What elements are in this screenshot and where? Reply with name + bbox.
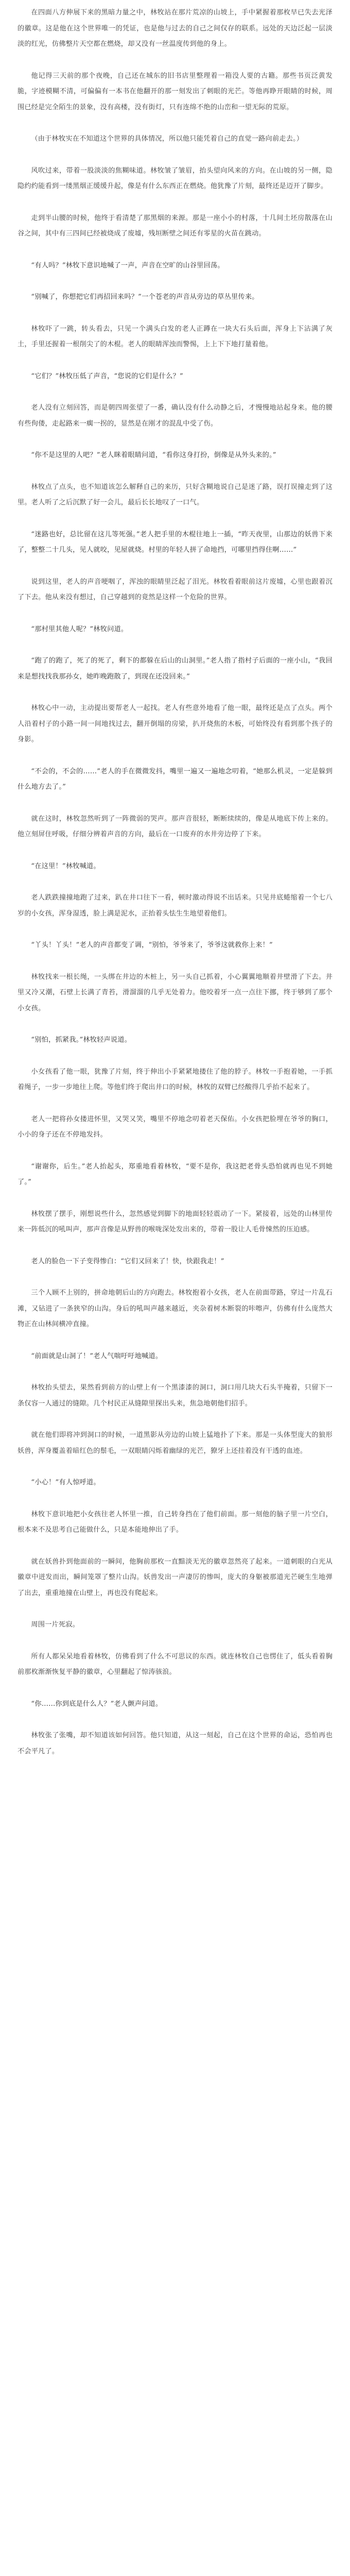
paragraph: “那村里其他人呢？”林牧问道。 (31, 625, 128, 633)
paragraph: 三个人顾不上别的，拼命地朝后山的方向跑去。林牧抱着小女孩，老人在前面带路，穿过一片乱石滩，又钻进了一条狭窄的山沟。身后的吼叫声越来越近，夹杂着树木断裂的咔嚓声，仿佛有什么庞然大物正在山林间横冲直撞。 (18, 1289, 332, 1328)
paragraph: “你不是这里的人吧？”老人眯着眼睛问道，“看你这身打扮，倒像是从外头来的。” (31, 451, 276, 459)
paragraph: 小女孩看了他一眼，犹豫了片刻，终于伸出小手紧紧地搂住了他的脖子。林牧一手抱着她，一手抓着绳子，一步一步地往上爬。等他们终于爬出井口的时候，林牧的双臂已经酸得几乎抬不起来了。 (18, 1067, 332, 1091)
paragraph: 林牧吓了一跳，转头看去，只见一个满头白发的老人正蹲在一块大石头后面，浑身上下沾满了灰土，手里还握着一根削尖了的木棍。老人的眼睛浑浊而警惕，上上下下地打量着他。 (18, 325, 332, 348)
paragraph: 就在这时，林牧忽然听到了一阵微弱的哭声。那声音很轻，断断续续的，像是从地底下传上来的。他立刻屏住呼吸，仔细分辨着声音的方向，最后在一口废弃的水井旁边停了下来。 (18, 815, 332, 838)
paragraph: 老人没有立刻回答，而是朝四周张望了一番，确认没有什么动静之后，才慢慢地站起身来。他的腰有些佝偻，走起路来一瘸一拐的，显然是在刚才的混乱中受了伤。 (18, 404, 332, 428)
paragraph: “你……你到底是什么人？”老人颤声问道。 (31, 1700, 163, 1708)
paragraph: 林牧摆了摆手，刚想说些什么，忽然感觉到脚下的地面轻轻震动了一下。紧接着，远处的山林里传来一阵低沉的吼叫声，那声音像是从野兽的喉咙深处发出来的，带着一股让人毛骨悚然的压迫感。 (18, 1210, 332, 1233)
paragraph: 林牧抬头望去，果然看到前方的山壁上有一个黑漆漆的洞口，洞口用几块大石头半掩着，只留下一条仅容一人通过的缝隙。几个村民正从缝隙里探出头来，焦急地朝他们招手。 (18, 1384, 332, 1408)
paragraph: 他记得三天前的那个夜晚，自己还在城东的旧书店里整理着一箱没人要的古籍。那些书页泛黄发脆，字迹模糊不清，可偏偏有一本书在他翻开的那一刻发出了刺眼的光芒。等他再睁开眼睛的时候，周围已经是完全陌生的景象，没有高楼，没有街灯，只有连绵不绝的山峦和一望无际的荒原。 (18, 72, 332, 111)
paragraph: 在四面八方伸展下来的黑暗力量之中，林牧站在那片荒凉的山坡上，手中紧握着那枚早已失去光泽的徽章。这是他在这个世界唯一的凭证，也是他与过去的自己之间仅存的联系。远处的天边泛起一层淡淡的红光，仿佛整片天空都在燃烧，却又没有一丝温度传到他的身上。 (18, 9, 332, 48)
paragraph: 林牧心中一动，主动提出要帮老人一起找。老人有些意外地看了他一眼，最终还是点了点头。两个人沿着村子的小路一间一间地找过去，翻开倒塌的房梁，扒开烧焦的木板，可始终没有看到那个孩子的身影。 (18, 704, 332, 743)
paragraph: “在这里！”林牧喊道。 (31, 862, 100, 870)
paragraph: 林牧找来一根长绳，一头绑在井边的木桩上，另一头自己抓着，小心翼翼地顺着井壁滑了下去。井里又冷又潮，石壁上长满了青苔，滑溜溜的几乎无处着力。他咬着牙一点一点往下挪，终于够到了那个小女孩。 (18, 973, 332, 1012)
paragraph: “别喊了，你想把它们再招回来吗？”一个苍老的声音从旁边的草丛里传来。 (31, 293, 259, 301)
paragraph: “别怕，抓紧我。”林牧轻声说道。 (31, 1036, 132, 1044)
paragraph: 风吹过来，带着一股淡淡的焦糊味道。林牧皱了皱眉，抬头望向风来的方向。在山坡的另一侧，隐隐约约能看到一缕黑烟正缓缓升起，像是有什么东西正在燃烧。他犹豫了片刻，最终还是迈开了脚步。 (18, 166, 332, 190)
paragraph: “不会的，不会的……”老人的手在微微发抖，嘴里一遍又一遍地念叨着，“她那么机灵，一定是躲到什么地方去了。” (18, 767, 332, 791)
paragraph: 老人一把将孙女搂进怀里，又哭又笑，嘴里不停地念叨着老天保佑。小女孩把脸埋在爷爷的胸口，小小的身子还在不停地发抖。 (18, 1115, 332, 1139)
paragraph: 林牧张了张嘴，却不知道该如何回答。他只知道，从这一刻起，自己在这个世界的命运，恐怕再也不会平凡了。 (18, 1732, 332, 1755)
paragraph: 老人的脸色一下子变得惨白：“它们又回来了！快，快跟我走！” (31, 1257, 224, 1265)
paragraph: “迷路也好，总比留在这儿等死强。”老人把手里的木棍往地上一插，“昨天夜里，山那边的妖兽下来了，整整二十几头，见人就咬，见屋就烧。村里的年轻人拼了命地挡，可哪里挡得住啊……” (18, 530, 332, 554)
paragraph: 走到半山腰的时候，他终于看清楚了那黑烟的来源。那是一座小小的村落，十几间土坯房散落在山谷之间，其中有三四间已经被烧成了废墟，残垣断壁之间还有零星的火苗在跳动。 (18, 214, 332, 238)
paragraph: “它们？”林牧压低了声音，“您说的它们是什么？” (31, 372, 183, 380)
paragraph: 林牧下意识地把小女孩往老人怀里一推，自己转身挡在了他们前面。那一刻他的脑子里一片空白，根本来不及思考自己能做什么，只是本能地伸出了手。 (18, 1510, 332, 1534)
paragraph: 说到这里，老人的声音哽咽了，浑浊的眼睛里泛起了泪光。林牧看着眼前这片废墟，心里也跟着沉了下去。他从来没有想过，自己穿越到的竟然是这样一个危险的世界。 (18, 578, 332, 601)
paragraph: “谢谢你，后生。”老人抬起头，郑重地看着林牧，“要不是你，我这把老骨头恐怕就再也见不到她了。” (18, 1162, 332, 1186)
paragraph: “前面就是山洞了！”老人气喘吁吁地喊道。 (31, 1352, 163, 1360)
paragraph: 就在妖兽扑到他面前的一瞬间，他胸前那枚一直黯淡无光的徽章忽然亮了起来。一道刺眼的白光从徽章中迸发而出，瞬间笼罩了整片山沟。妖兽发出一声凄厉的惨叫，庞大的身躯被那道光芒硬生生地弹了出去，重重地撞在山壁上，再也没有爬起来。 (18, 1557, 332, 1597)
paragraph: 就在他们即将冲到洞口的时候，一道黑影从旁边的山坡上猛地扑了下来。那是一头体型庞大的狼形妖兽，浑身覆盖着暗红色的鬃毛，一双眼睛闪烁着幽绿的光芒，獠牙上还挂着没有干透的血迹。 (18, 1431, 332, 1455)
paragraph: 老人跌跌撞撞地跑了过来，趴在井口往下一看，顿时激动得说不出话来。只见井底蜷缩着一个七八岁的小女孩，浑身湿透，脸上满是泥水，正抬着头怯生生地望着他们。 (18, 894, 332, 918)
paragraph: “丫头！丫头！”老人的声音都变了调，“别怕，爷爷来了，爷爷这就救你上来！” (31, 941, 273, 949)
paragraph: “跑了的跑了，死了的死了，剩下的都躲在后山的山洞里。”老人指了指村子后面的一座小山，“我回来是想找找我那孙女，她昨晚跑散了，到现在还没回来。” (18, 657, 332, 681)
paragraph: （由于林牧实在不知道这个世界的具体情况，所以他只能凭着自己的直觉一路向前走去。） (31, 135, 304, 143)
paragraph: 所有人都呆呆地看着林牧，仿佛看到了什么不可思议的东西。就连林牧自己也愣住了，低头看着胸前那枚渐渐恢复平静的徽章，心里翻起了惊涛骇浪。 (18, 1652, 332, 1676)
paragraph: “有人吗？”林牧下意识地喊了一声，声音在空旷的山谷里回荡。 (31, 261, 224, 269)
paragraph: 林牧点了点头，也不知道该怎么解释自己的来历，只好含糊地说自己是迷了路，误打误撞走到了这里。老人听了之后沉默了好一会儿，最后长长地叹了一口气。 (18, 483, 332, 506)
paragraph: 周围一片死寂。 (31, 1621, 80, 1629)
paragraph: “小心！”有人惊呼道。 (31, 1479, 100, 1486)
